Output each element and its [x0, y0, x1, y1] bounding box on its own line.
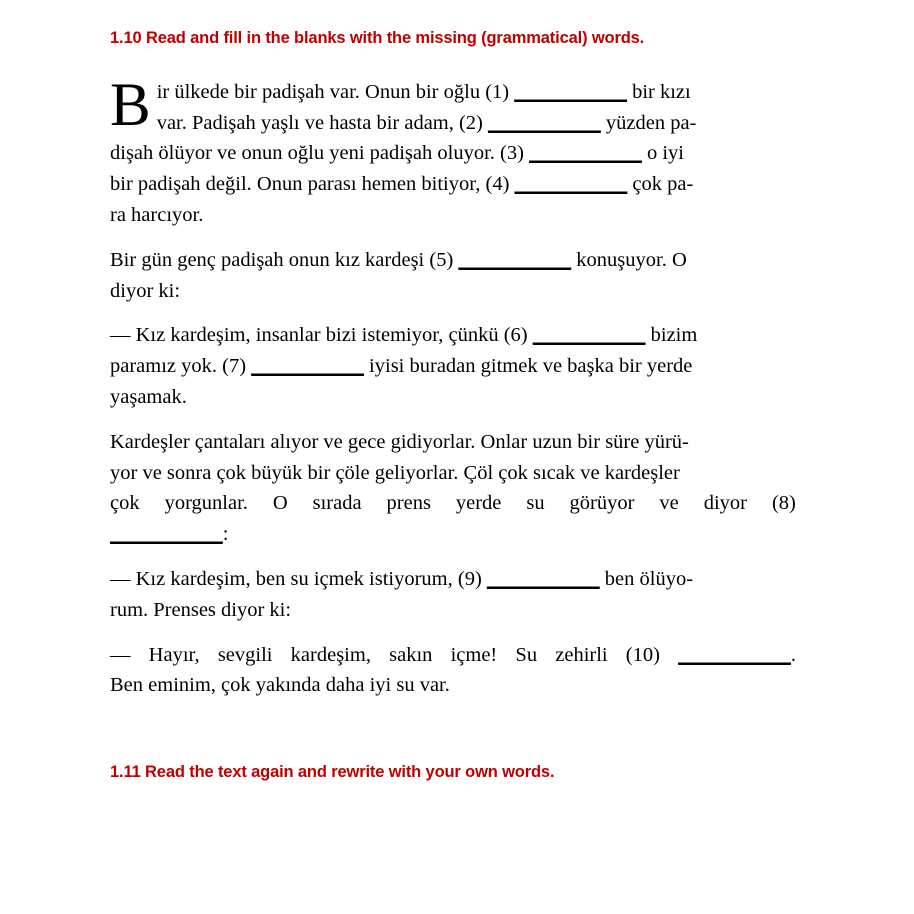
- text-run: içme!: [450, 643, 498, 666]
- text-run: bizim: [645, 324, 698, 347]
- text-run: diyor ki:: [110, 279, 181, 302]
- text-run: (10): [625, 643, 660, 666]
- text-run: (8): [771, 492, 796, 515]
- text-run: bir padişah değil. Onun parası hemen bitiyor, (4): [110, 173, 515, 196]
- text-line: [110, 595, 796, 626]
- text-line: [110, 351, 796, 382]
- text-run: bir kızı: [626, 80, 691, 103]
- text-run: rum. Prenses diyor ki:: [110, 598, 292, 621]
- document-content: [110, 0, 796, 783]
- text-run: konuşuyor. O: [571, 248, 687, 271]
- paragraph-1-text: [110, 71, 796, 231]
- text-run: ra harcıyor.: [110, 203, 204, 226]
- fill-in-blank[interactable]: ___________: [486, 567, 600, 590]
- text-run: yorgunlar.: [164, 492, 248, 515]
- text-line: [110, 320, 796, 351]
- fill-in-blank[interactable]: ___________: [532, 324, 646, 347]
- fill-in-blank[interactable]: ___________: [514, 80, 627, 103]
- text-run: sakın: [389, 643, 433, 666]
- section-heading-1-11: 1.11 Read the text again and rewrite with your own words.: [110, 763, 555, 782]
- text-run: ben ölüyo-: [599, 567, 694, 590]
- text-line: [110, 200, 796, 231]
- text-line: [110, 458, 796, 489]
- text-run: sevgili: [217, 643, 273, 666]
- text-run: —: [110, 643, 131, 666]
- drop-cap-letter: B: [110, 71, 151, 139]
- text-run: çok pa-: [627, 173, 694, 196]
- text-run: dişah ölüyor ve onun oğlu yeni padişah oluyor. (3): [110, 142, 530, 165]
- fill-in-blank[interactable]: ___________: [458, 248, 572, 271]
- text-run: iyisi buradan gitmek ve başka bir yerde: [363, 355, 693, 378]
- text-line: [110, 77, 796, 108]
- text-run: yaşamak.: [110, 385, 187, 408]
- text-line: [110, 382, 796, 413]
- text-run: :: [222, 523, 229, 546]
- fill-in-blank[interactable]: ___________: [488, 111, 601, 134]
- text-run: Bir gün genç padişah onun kız kardeşi (5): [110, 248, 459, 271]
- text-run: var. Padişah yaşlı ve hasta bir adam, (2): [156, 111, 489, 134]
- vertical-spacer: [110, 701, 796, 763]
- text-run: Kardeşler çantaları alıyor ve gece gidiyorlar. Onlar uzun bir süre yürü-: [110, 430, 689, 453]
- text-run: zehirli: [555, 643, 608, 666]
- text-run: — Kız kardeşim, ben su içmek istiyorum, (9): [110, 567, 487, 590]
- text-run: — Kız kardeşim, insanlar bizi istemiyor, çünkü (6): [110, 324, 533, 347]
- text-run: Su: [515, 643, 538, 666]
- text-run: diyor: [703, 492, 747, 515]
- passage-paragraph-2: [110, 245, 796, 307]
- text-line: [110, 488, 796, 519]
- passage-paragraph-3: [110, 320, 796, 412]
- passage-paragraph-4: [110, 427, 796, 550]
- text-run: prens: [386, 492, 431, 515]
- text-run: ___________.: [678, 643, 796, 666]
- text-run: Hayır,: [148, 643, 200, 666]
- text-run: paramız yok. (7): [110, 355, 252, 378]
- text-run: su: [526, 492, 545, 515]
- passage-paragraph-6: [110, 640, 796, 702]
- text-run: yüzden pa-: [600, 111, 697, 134]
- text-line: [110, 245, 796, 276]
- text-line: [110, 427, 796, 458]
- text-run: Ben eminim, çok yakında daha iyi su var.: [110, 674, 450, 697]
- section-heading-1-10: 1.10 Read and fill in the blanks with the missing (grammatical) words.: [110, 29, 645, 47]
- text-line: [110, 138, 796, 169]
- passage-paragraph-1: [110, 71, 796, 231]
- text-run: yerde: [455, 492, 502, 515]
- fill-in-blank[interactable]: ___________: [678, 643, 791, 666]
- fill-in-blank[interactable]: ___________: [251, 355, 364, 378]
- text-run: O: [272, 492, 288, 515]
- text-line: [110, 564, 796, 595]
- text-run: çok: [110, 492, 140, 515]
- text-run: ve: [659, 492, 679, 515]
- text-line: [110, 108, 796, 139]
- text-line: [110, 670, 796, 701]
- text-line: [110, 519, 796, 550]
- text-run: görüyor: [569, 492, 635, 515]
- text-line: [110, 276, 796, 307]
- text-line: [110, 640, 796, 671]
- fill-in-blank[interactable]: ___________: [514, 173, 628, 196]
- text-run: o iyi: [641, 142, 684, 165]
- text-run: ir ülkede bir padişah var. Onun bir oğlu (1): [156, 80, 515, 103]
- fill-in-blank[interactable]: ___________: [529, 142, 642, 165]
- passage-paragraph-5: [110, 564, 796, 626]
- text-line: [110, 169, 796, 200]
- fill-in-blank[interactable]: ___________: [110, 523, 223, 546]
- text-run: yor ve sonra çok büyük bir çöle geliyorlar. Çöl çok sıcak ve kardeşler: [110, 461, 680, 484]
- text-run: sırada: [312, 492, 362, 515]
- text-run: kardeşim,: [290, 643, 371, 666]
